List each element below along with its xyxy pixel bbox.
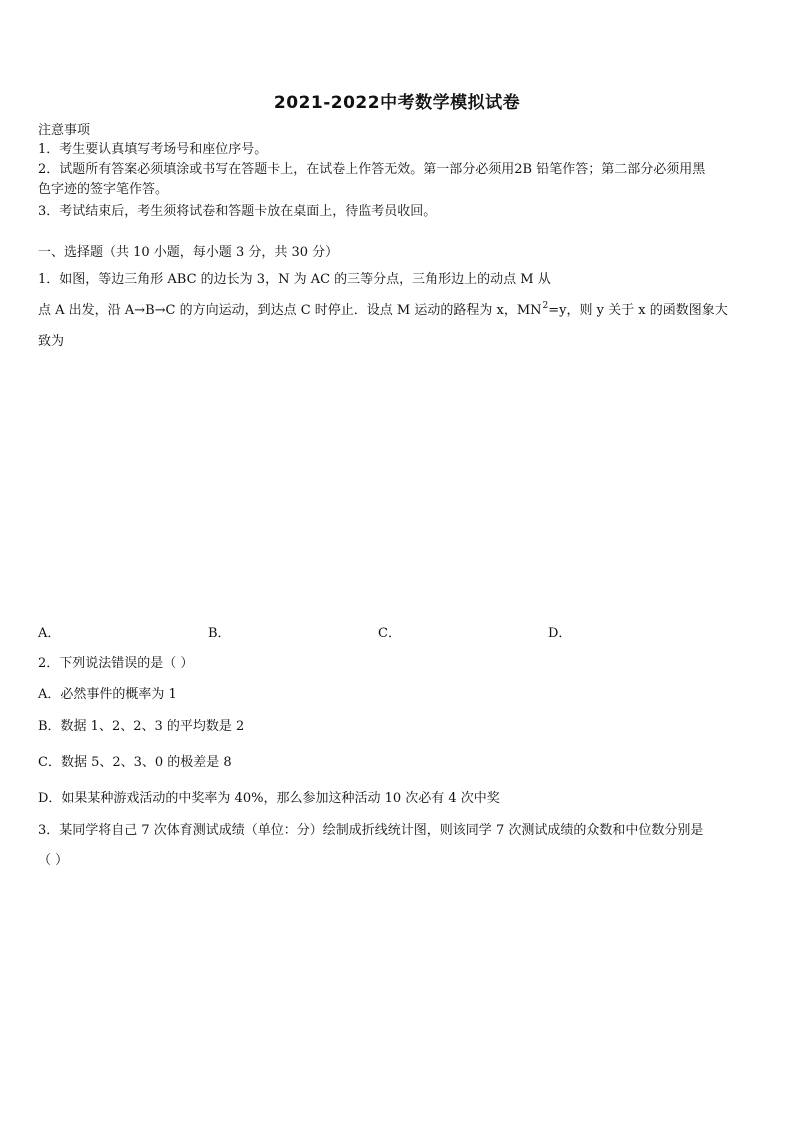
notice-heading: 注意事项 <box>38 123 91 138</box>
page-title: 2021-2022中考数学模拟试卷 <box>273 93 521 113</box>
q1-line2-text-end: =y，则 y 关于 x 的函数图象大 <box>548 303 728 318</box>
q3-stem: 3．某同学将自己 7 次体育测试成绩（单位：分）绘制成折线统计图，则该同学 7 次测试成绩的众数和中位数分别是 <box>38 823 704 838</box>
q1-stem-line3: 致为 <box>38 334 65 349</box>
notice-item-3: 3．考试结束后，考生须将试卷和答题卡放在桌面上，待监考员收回。 <box>38 204 437 219</box>
q1-line2-text: 点 A 出发，沿 A→B→C 的方向运动，到达点 C 时停止．设点 M 运动的路程为 x，MN <box>38 303 542 318</box>
q1-stem-line1: 1．如图，等边三角形 ABC 的边长为 3，N 为 AC 的三等分点，三角形边上的动点 M 从 <box>38 272 551 287</box>
q1-option-a: A． <box>38 626 61 641</box>
q2-option-d: D．如果某种游戏活动的中奖率为 40%，那么参加这种活动 10 次必有 4 次中奖 <box>38 791 500 806</box>
q1-stem-line2 <box>38 302 728 321</box>
q2-option-a: A．必然事件的概率为 1 <box>38 687 177 702</box>
q2-option-c: C．数据 5、2、3、0 的极差是 8 <box>38 755 232 770</box>
notice-item-2: 2．试题所有答案必须填涂或书写在答题卡上，在试卷上作答无效。第一部分必须用2B 铅笔作答；第二部分必须用黑 <box>38 162 706 177</box>
q1-superscript: 2 <box>542 301 549 311</box>
q2-option-b: B．数据 1、2、2、3 的平均数是 2 <box>38 719 245 734</box>
notice-item-2-cont: 色字迹的签字笔作答。 <box>38 182 169 197</box>
section-heading: 一、选择题（共 10 小题，每小题 3 分，共 30 分） <box>38 245 339 260</box>
q1-option-c: C． <box>378 626 401 641</box>
q3-paren: （ ） <box>38 853 69 868</box>
q1-option-b: B． <box>208 626 231 641</box>
notice-item-1: 1．考生要认真填写考场号和座位序号。 <box>38 142 268 157</box>
q2-stem: 2．下列说法错误的是（ ） <box>38 656 194 671</box>
q1-option-d: D． <box>548 626 572 641</box>
